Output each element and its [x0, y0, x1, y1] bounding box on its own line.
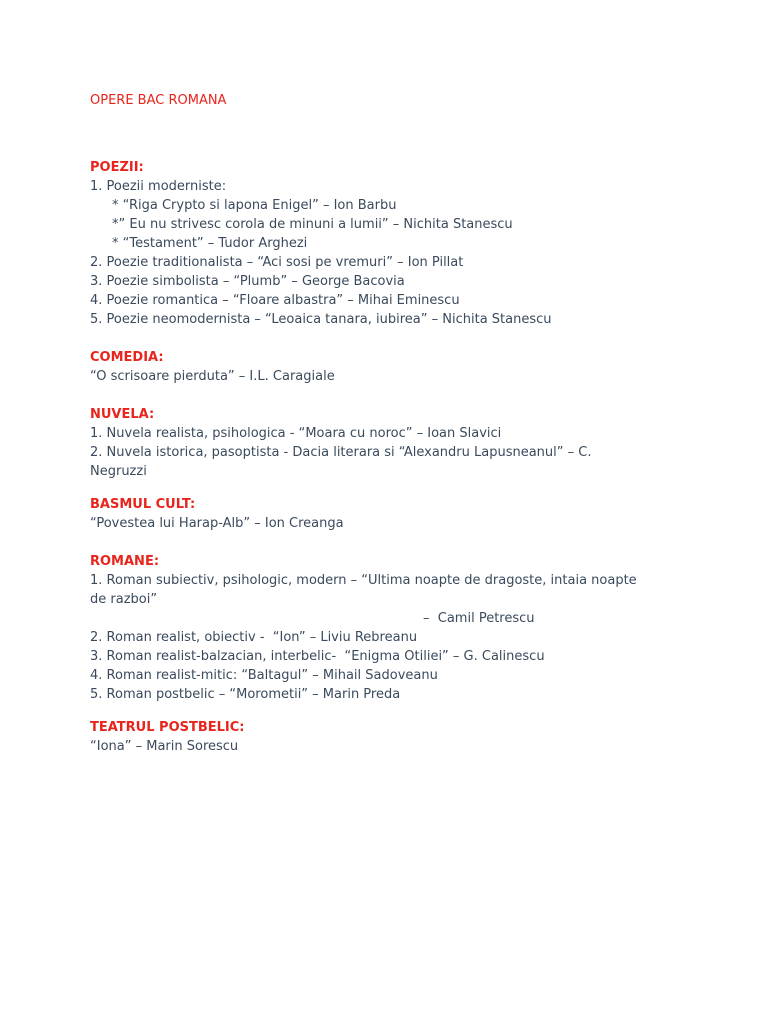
- list-item: 2. Poezie traditionalista – “Aci sosi pe vremuri” – Ion Pillat: [90, 255, 464, 270]
- list-item: 4. Roman realist-mitic: “Baltagul” – Mihail Sadoveanu: [90, 668, 438, 683]
- section-romane: [90, 552, 650, 704]
- list-item: 2. Nuvela istorica, pasoptista - Dacia literara si “Alexandru Lapusneanul” – C.: [90, 445, 592, 460]
- section-heading-poezii: POEZII:: [90, 160, 144, 175]
- list-item: 4. Poezie romantica – “Floare albastra” – Mihai Eminescu: [90, 293, 460, 308]
- section-heading-nuvela: NUVELA:: [90, 407, 155, 422]
- document-page: [90, 91, 650, 756]
- list-item: * “Riga Crypto si lapona Enigel” – Ion Barbu: [112, 198, 397, 213]
- list-item-author: – Camil Petrescu: [423, 611, 535, 626]
- section-heading-basmul-cult: BASMUL CULT:: [90, 497, 196, 512]
- list-item: Negruzzi: [90, 464, 147, 479]
- list-item: 2. Roman realist, obiectiv - “Ion” – Liviu Rebreanu: [90, 630, 418, 645]
- section-teatrul-postbelic: [90, 718, 650, 756]
- list-item: “Povestea lui Harap-Alb” – Ion Creanga: [90, 516, 344, 531]
- list-item: 1. Nuvela realista, psihologica - “Moara cu noroc” – Ioan Slavici: [90, 426, 502, 441]
- section-heading-comedia: COMEDIA:: [90, 350, 164, 365]
- list-item: 3. Roman realist-balzacian, interbelic- “Enigma Otiliei” – G. Calinescu: [90, 649, 545, 664]
- list-item: 1. Roman subiectiv, psihologic, modern – “Ultima noapte de dragoste, intaia noapte: [90, 573, 637, 588]
- list-item: * “Testament” – Tudor Arghezi: [112, 236, 308, 251]
- list-item: “Iona” – Marin Sorescu: [90, 739, 239, 754]
- section-heading-romane: ROMANE:: [90, 554, 160, 569]
- document-title: OPERE BAC ROMANA: [90, 93, 227, 108]
- list-item: 3. Poezie simbolista – “Plumb” – George Bacovia: [90, 274, 405, 289]
- section-heading-teatrul-postbelic: TEATRUL POSTBELIC:: [90, 720, 245, 735]
- list-item: “O scrisoare pierduta” – I.L. Caragiale: [90, 369, 335, 384]
- list-item-continuation: de razboi”: [90, 592, 158, 607]
- list-item: 1. Poezii moderniste:: [90, 179, 227, 194]
- section-comedia: [90, 348, 650, 386]
- list-item: 5. Poezie neomodernista – “Leoaica tanara, iubirea” – Nichita Stanescu: [90, 312, 552, 327]
- section-basmul-cult: [90, 495, 650, 533]
- section-poezii: [90, 158, 650, 329]
- list-item: *” Eu nu strivesc corola de minuni a lumii” – Nichita Stanescu: [112, 217, 513, 232]
- section-nuvela: [90, 405, 650, 481]
- list-item: 5. Roman postbelic – “Morometii” – Marin Preda: [90, 687, 401, 702]
